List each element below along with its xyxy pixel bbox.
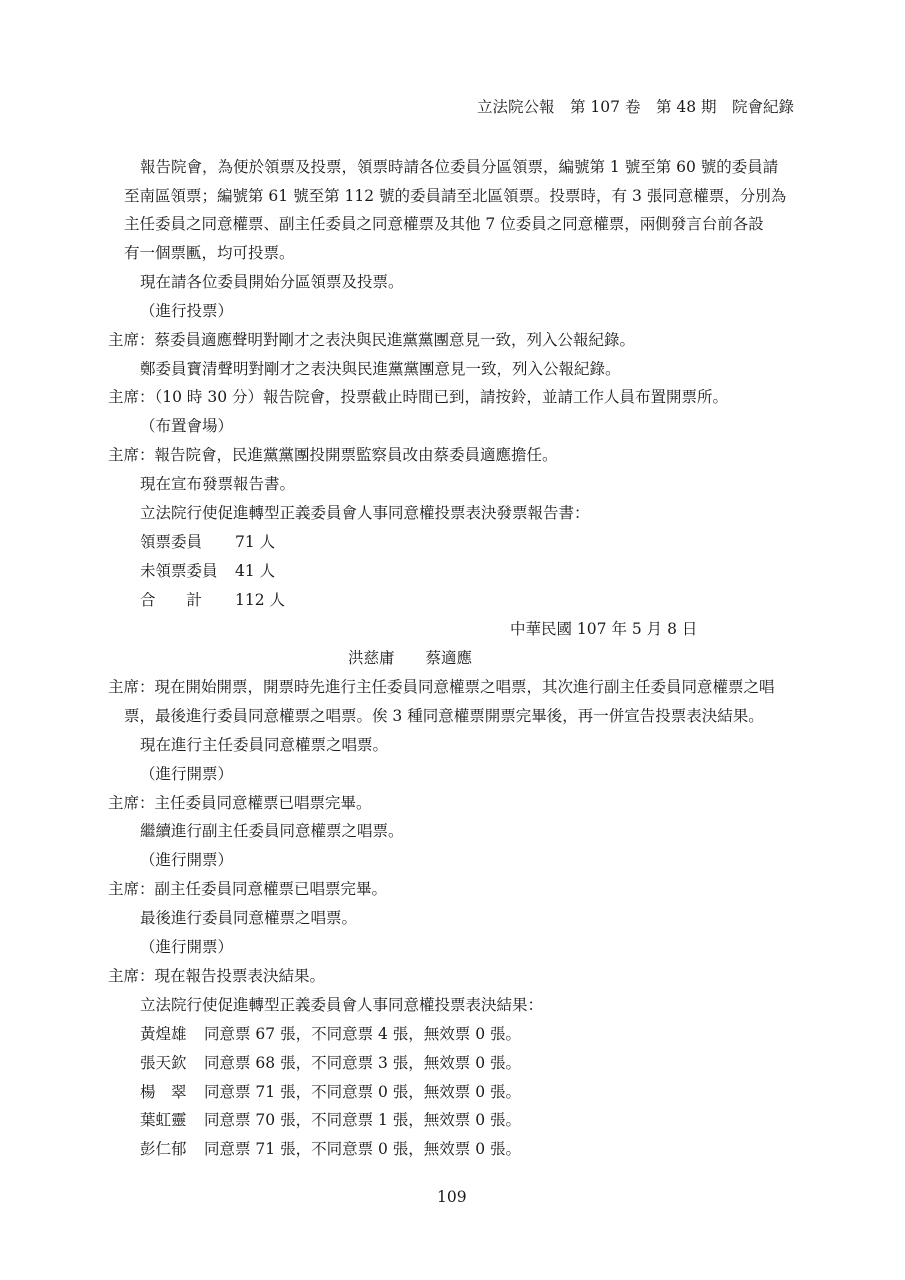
report-row xyxy=(140,590,285,610)
report-value: 71 人 xyxy=(235,533,276,551)
paragraph-line: 立法院行使促進轉型正義委員會人事同意權投票表決結果： xyxy=(140,996,544,1014)
chair-statement: 主席：副主任委員同意權票已唱票完畢。 xyxy=(108,880,388,898)
result-row xyxy=(140,1053,521,1073)
chair-statement: 主席：主任委員同意權票已唱票完畢。 xyxy=(108,794,372,812)
report-row xyxy=(140,561,275,581)
paragraph-line: 報告院會，為便於領票及投票，領票時請各位委員分區領票，編號第 1 號至第 60 號的委員請 xyxy=(140,158,779,176)
nominee-name: 張天欽 xyxy=(140,1054,187,1072)
chair-statement: 主席：現在報告投票表決結果。 xyxy=(108,967,326,985)
chair-statement: 主席：蔡委員適應聲明對剛才之表決與民進黨黨團意見一致，列入公報紀錄。 xyxy=(108,331,636,349)
result-row xyxy=(140,1082,521,1102)
stage-direction: （進行開票） xyxy=(140,938,234,956)
report-value: 112 人 xyxy=(235,591,286,609)
paragraph-line: 主任委員之同意權票、副主任委員之同意權票及其他 7 位委員之同意權票，兩側發言台前各設 xyxy=(124,215,764,233)
page-number: 109 xyxy=(437,1188,467,1206)
page-header: 立法院公報 第 107 卷 第 48 期 院會紀錄 xyxy=(477,98,795,116)
stage-direction: （進行投票） xyxy=(140,302,234,320)
paragraph-line: 票，最後進行委員同意權票之唱票。俟 3 種同意權票開票完畢後，再一併宣告投票表決結果。 xyxy=(124,707,764,725)
result-row xyxy=(140,1024,521,1044)
result-row xyxy=(140,1110,521,1130)
stage-direction: （進行開票） xyxy=(140,851,234,869)
paragraph-line: 有一個票匭，均可投票。 xyxy=(124,244,295,262)
vote-result: 同意票 71 張，不同意票 0 張，無效票 0 張。 xyxy=(204,1140,522,1158)
report-label: 未領票委員 xyxy=(140,562,218,580)
stage-direction: （進行開票） xyxy=(140,765,234,783)
paragraph-line: 現在進行主任委員同意權票之唱票。 xyxy=(140,736,389,754)
report-value: 41 人 xyxy=(235,562,276,580)
nominee-name: 黃煌雄 xyxy=(140,1025,187,1043)
paragraph-line: 最後進行委員同意權票之唱票。 xyxy=(140,909,358,927)
nominee-name: 葉虹靈 xyxy=(140,1111,187,1129)
vote-result: 同意票 67 張，不同意票 4 張，無效票 0 張。 xyxy=(204,1025,522,1043)
nominee-name: 彭仁郁 xyxy=(140,1140,187,1158)
vote-result: 同意票 71 張，不同意票 0 張，無效票 0 張。 xyxy=(204,1083,522,1101)
report-date: 中華民國 107 年 5 月 8 日 xyxy=(510,620,698,638)
paragraph-line: 現在宣布發票報告書。 xyxy=(140,475,296,493)
report-signatories: 洪慈庸 蔡適應 xyxy=(348,649,473,667)
paragraph-line: 鄭委員寶清聲明對剛才之表決與民進黨黨團意見一致，列入公報紀錄。 xyxy=(140,360,621,378)
paragraph-line: 現在請各位委員開始分區領票及投票。 xyxy=(140,273,404,291)
result-row xyxy=(140,1139,521,1159)
report-row xyxy=(140,532,275,552)
chair-statement: 主席：現在開始開票，開票時先進行主任委員同意權票之唱票，其次進行副主任委員同意權票之唱 xyxy=(108,678,775,696)
report-label: 領票委員 xyxy=(140,533,203,551)
paragraph-line: 至南區領票；編號第 61 號至第 112 號的委員請至北區領票。投票時，有 3 張同意權票，分別為 xyxy=(124,187,787,205)
paragraph-line: 繼續進行副主任委員同意權票之唱票。 xyxy=(140,822,404,840)
report-label: 合 計 xyxy=(140,591,203,609)
chair-statement: 主席：報告院會，民進黨黨團投開票監察員改由蔡委員適應擔任。 xyxy=(108,446,558,464)
stage-direction: （布置會場） xyxy=(140,417,234,435)
nominee-name: 楊 翠 xyxy=(140,1083,187,1101)
paragraph-line: 立法院行使促進轉型正義委員會人事同意權投票表決發票報告書： xyxy=(140,504,590,522)
chair-statement: 主席：（10 時 30 分）報告院會，投票截止時間已到，請按鈴，並請工作人員布置開票所。 xyxy=(108,388,728,406)
vote-result: 同意票 70 張，不同意票 1 張，無效票 0 張。 xyxy=(204,1111,522,1129)
vote-result: 同意票 68 張，不同意票 3 張，無效票 0 張。 xyxy=(204,1054,522,1072)
